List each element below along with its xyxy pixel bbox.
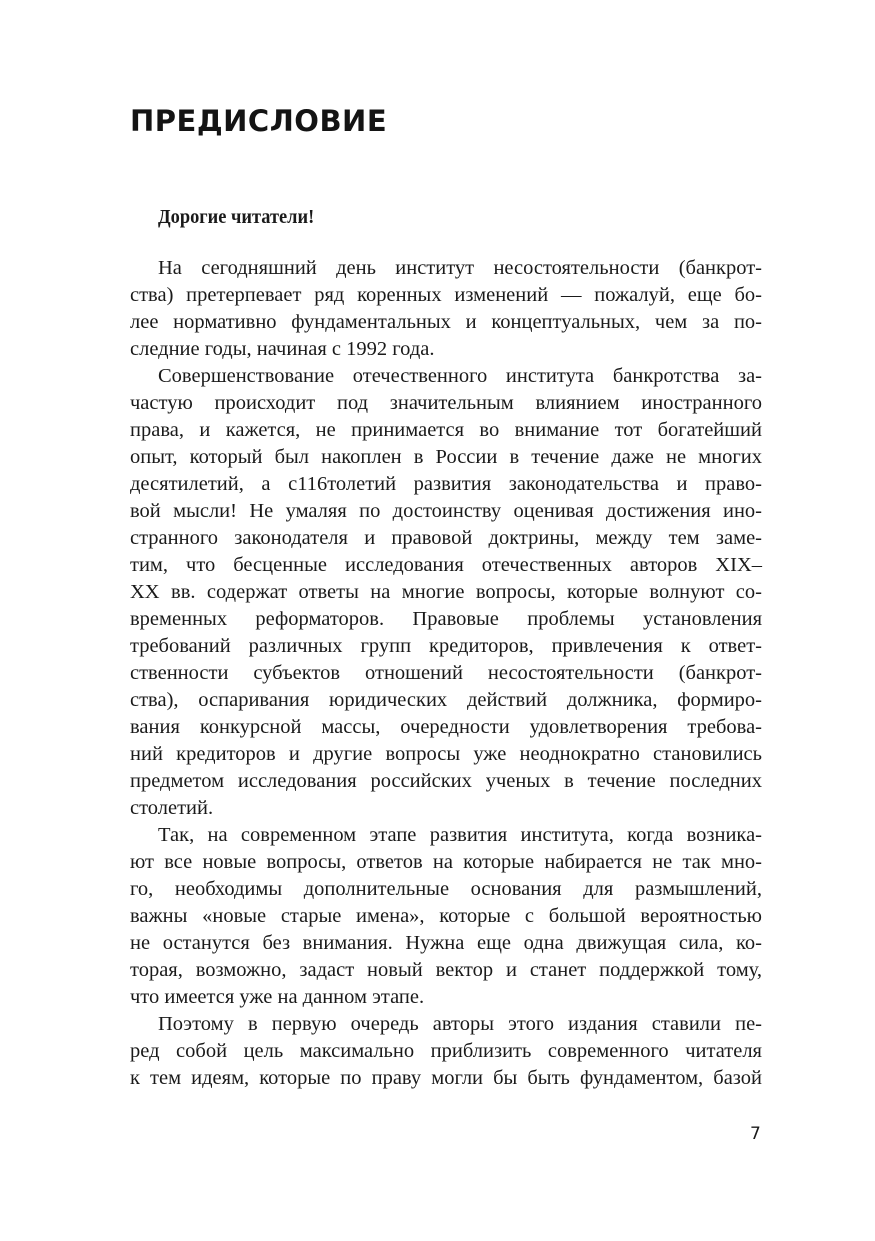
text-line: Поэтому в первую очередь авторы этого издания ставили пе- bbox=[158, 1013, 762, 1035]
text-line: не останутся без внимания. Нужна еще одна движущая сила, ко- bbox=[130, 932, 762, 954]
text-line: следние годы, начиная с 1992 года. bbox=[130, 338, 435, 360]
text-line: На сегодняшний день институт несостоятельности (банкрот- bbox=[158, 257, 762, 279]
text-line: лее нормативно фундаментальных и концептуальных, чем за по- bbox=[130, 311, 762, 333]
text-line: частую происходит под значительным влиянием иностранного bbox=[130, 392, 762, 414]
text-line: ства) претерпевает ряд коренных изменений — пожалуй, еще бо- bbox=[130, 284, 762, 306]
text-line: что имеется уже на данном этапе. bbox=[130, 986, 425, 1008]
text-line: торая, возможно, задаст новый вектор и станет поддержкой тому, bbox=[130, 959, 762, 981]
text-line: требований различных групп кредиторов, привлечения к ответ- bbox=[130, 635, 762, 657]
text-line: вой мысли! Не умаляя по достоинству оценивая достижения ино- bbox=[130, 500, 762, 522]
text-line: ства), оспаривания юридических действий должника, формиро- bbox=[130, 689, 762, 711]
paragraph bbox=[130, 822, 762, 1011]
text-line: XX вв. содержат ответы на многие вопросы, которые волнуют со- bbox=[130, 581, 762, 603]
paragraph bbox=[130, 1011, 762, 1092]
text-line: го, необходимы дополнительные основания для размышлений, bbox=[130, 878, 762, 900]
paragraph bbox=[130, 255, 762, 363]
paragraph bbox=[130, 363, 762, 822]
text-line: Совершенствование отечественного института банкротства за- bbox=[158, 365, 762, 387]
text-line: столетий. bbox=[130, 797, 214, 819]
text-line: права, и кажется, не принимается во внимание тот богатейший bbox=[130, 419, 762, 441]
text-line: тим, что бесценные исследования отечественных авторов XIX– bbox=[130, 554, 762, 576]
text-line: странного законодателя и правовой доктрины, между тем заме- bbox=[130, 527, 762, 549]
text-line: к тем идеям, которые по праву могли бы быть фундаментом, базой bbox=[130, 1067, 762, 1089]
text-line: Так, на современном этапе развития института, когда возника- bbox=[158, 824, 762, 846]
greeting: Дорогие читатели! bbox=[158, 206, 315, 228]
text-line: вания конкурсной массы, очередности удовлетворения требова- bbox=[130, 716, 762, 738]
text-line: предметом исследования российских ученых в течение последних bbox=[130, 770, 762, 792]
text-line: важны «новые старые имена», которые с большой вероятностью bbox=[130, 905, 762, 927]
text-line: ственности субъектов отношений несостоятельности (банкрот- bbox=[130, 662, 762, 684]
chapter-heading: ПРЕДИСЛОВИЕ bbox=[130, 104, 388, 138]
text-line: ют все новые вопросы, ответов на которые набирается не так мно- bbox=[130, 851, 762, 873]
text-line: ний кредиторов и другие вопросы уже неоднократно становились bbox=[130, 743, 762, 765]
body-text bbox=[130, 255, 762, 1092]
page-number: 7 bbox=[750, 1124, 761, 1144]
text-line: временных реформаторов. Правовые проблемы установления bbox=[130, 608, 762, 630]
text-line: ред собой цель максимально приблизить современного читателя bbox=[130, 1040, 762, 1062]
text-line: опыт, который был накоплен в России в течение даже не многих bbox=[130, 446, 762, 468]
text-line: десятилетий, а с116толетий развития законодательства и право- bbox=[130, 473, 762, 495]
